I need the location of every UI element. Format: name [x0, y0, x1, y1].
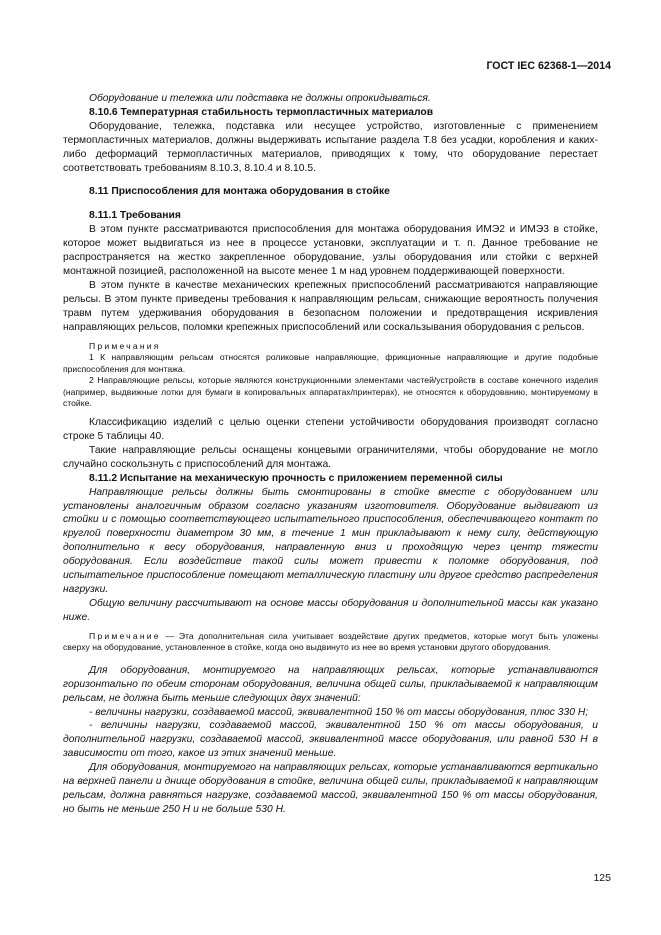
- paragraph: Направляющие рельсы должны быть смонтированы в стойке вместе с оборудованием или установлены аналогичным образом согласно указаниям изготовителя. Оборудование выдвигают из стойки и с помощью соответствующего испытательного приспособления, обеспечивающего контакт по круглой поверхности диаметром 30 мм, в течение 1 мин прикладывают к нему силу, действующую дополнительно к весу оборудования, направленную вниз и проходящую через центр тяжести оборудования. Если воздействие такой силы может привести к поломке оборудования, под испытательное приспособление помещают металлическую пластину или другое средство распределения нагрузки.: [63, 486, 598, 595]
- list-item: - величины нагрузки, создаваемой массой, эквивалентной 150 % от массы оборудования, и дополнительной нагрузки, создаваемой массой, эквивалентной массе оборудования, или равной 530 Н в зависимости от того, какое из этих значений меньше.: [63, 720, 598, 760]
- paragraph: В этом пункте в качестве механических крепежных приспособлений рассматриваются направляющие рельсы. В этом пункте приведены требования к направляющим рельсам, снижающие вероятность получения травм путем удерживания оборудования в безопасном положении и предотвращения искривления направляющих рельсов, поломки крепежных приспособлений или соскальзывания оборудования с рельсов.: [63, 279, 598, 333]
- note-item: 1 К направляющим рельсам относятся роликовые направляющие, фрикционные направляющие и другие подобные приспособления для монтажа.: [63, 352, 598, 374]
- section-heading-8-11: 8.11 Приспособления для монтажа оборудования в стойке: [89, 186, 390, 198]
- paragraph: Для оборудования, монтируемого на направляющих рельсах, которые устанавливаются вертикально на верхней панели и днище оборудования в стойке, величина общей силы, прикладываемой к направляющим рельсам, должна равняться нагрузке, создаваемой массой, эквивалентной 150 % от массы оборудования, но быть не меньше 250 Н и не больше 530 Н.: [63, 762, 598, 815]
- note-block: [63, 631, 598, 654]
- paragraph: Для оборудования, монтируемого на направляющих рельсах, которые устанавливаются горизонтально по обеим сторонам оборудования, величина общей силы, прикладываемой к направляющим рельсам, не должна быть меньше следующих двух значений:: [63, 664, 598, 704]
- section-heading-8-11-2: 8.11.2 Испытание на механическую прочность с приложением переменной силы: [89, 472, 503, 484]
- paragraph: В этом пункте рассматриваются приспособления для монтажа оборудования ИМЭ2 и ИМЭ3 в стойке, которое может выдвигаться из нее в процессе установки, эксплуатации и т. п. Данное требование не распространяется на жестко закрепленное оборудование, узлы оборудования или стойки с верхней монтажной позицией, расположенной на высоте менее 1 м над уровнем поддерживающей поверхности.: [63, 224, 598, 277]
- paragraph: Общую величину рассчитывают на основе массы оборудования и дополнительной массы как указано ниже.: [63, 597, 598, 623]
- section-heading-8-11-1: 8.11.1 Требования: [89, 210, 181, 222]
- note-item: 2 Направляющие рельсы, которые являются конструкционными элементами частей/устройств в составе конечного изделия (например, выдвижные лотки для бумаги в копировальных аппаратах/принтерах), не относятся к оборудованию, монтируемому в стойке.: [63, 375, 598, 409]
- standard-header: ГОСТ IEC 62368-1—2014: [486, 60, 611, 72]
- note-label: Примечание: [89, 630, 161, 641]
- page-number: 125: [593, 872, 611, 884]
- paragraph: Оборудование и тележка или подставка не должны опрокидываться.: [89, 93, 431, 104]
- section-heading-8-10-6: 8.10.6 Температурная стабильность термопластичных материалов: [89, 106, 434, 118]
- list-item: - величины нагрузки, создаваемой массой, эквивалентной 150 % от массы оборудования, плюс 330 Н;: [89, 706, 589, 718]
- page-content: [63, 92, 598, 817]
- note-text: — Эта дополнительная сила учитывает воздействие других предметов, которые могут быть уложены сверху на оборудование, установленное в стойке, когда оно выдвинуто из нее во время установки другого оборудования.: [63, 630, 598, 653]
- notes-title: Примечания: [89, 340, 161, 351]
- paragraph: Такие направляющие рельсы оснащены концевыми ограничителями, чтобы оборудование не могло случайно соскользнуть с приспособлений для монтажа.: [63, 444, 598, 470]
- paragraph: Классификацию изделий с целью оценки степени устойчивости оборудования производят согласно строке 5 таблицы 40.: [63, 417, 598, 442]
- notes-block: [63, 341, 598, 411]
- paragraph: Оборудование, тележка, подставка или несущее устройство, изготовленные с применением термопластичных материалов, должны выдерживать испытание раздела Т.8 без усадки, коробления и каких-либо деформаций термопластичных материалов, приводящих к тому, что оборудование перестает соответствовать требованиям 8.10.3, 8.10.4 и 8.10.5.: [63, 120, 598, 174]
